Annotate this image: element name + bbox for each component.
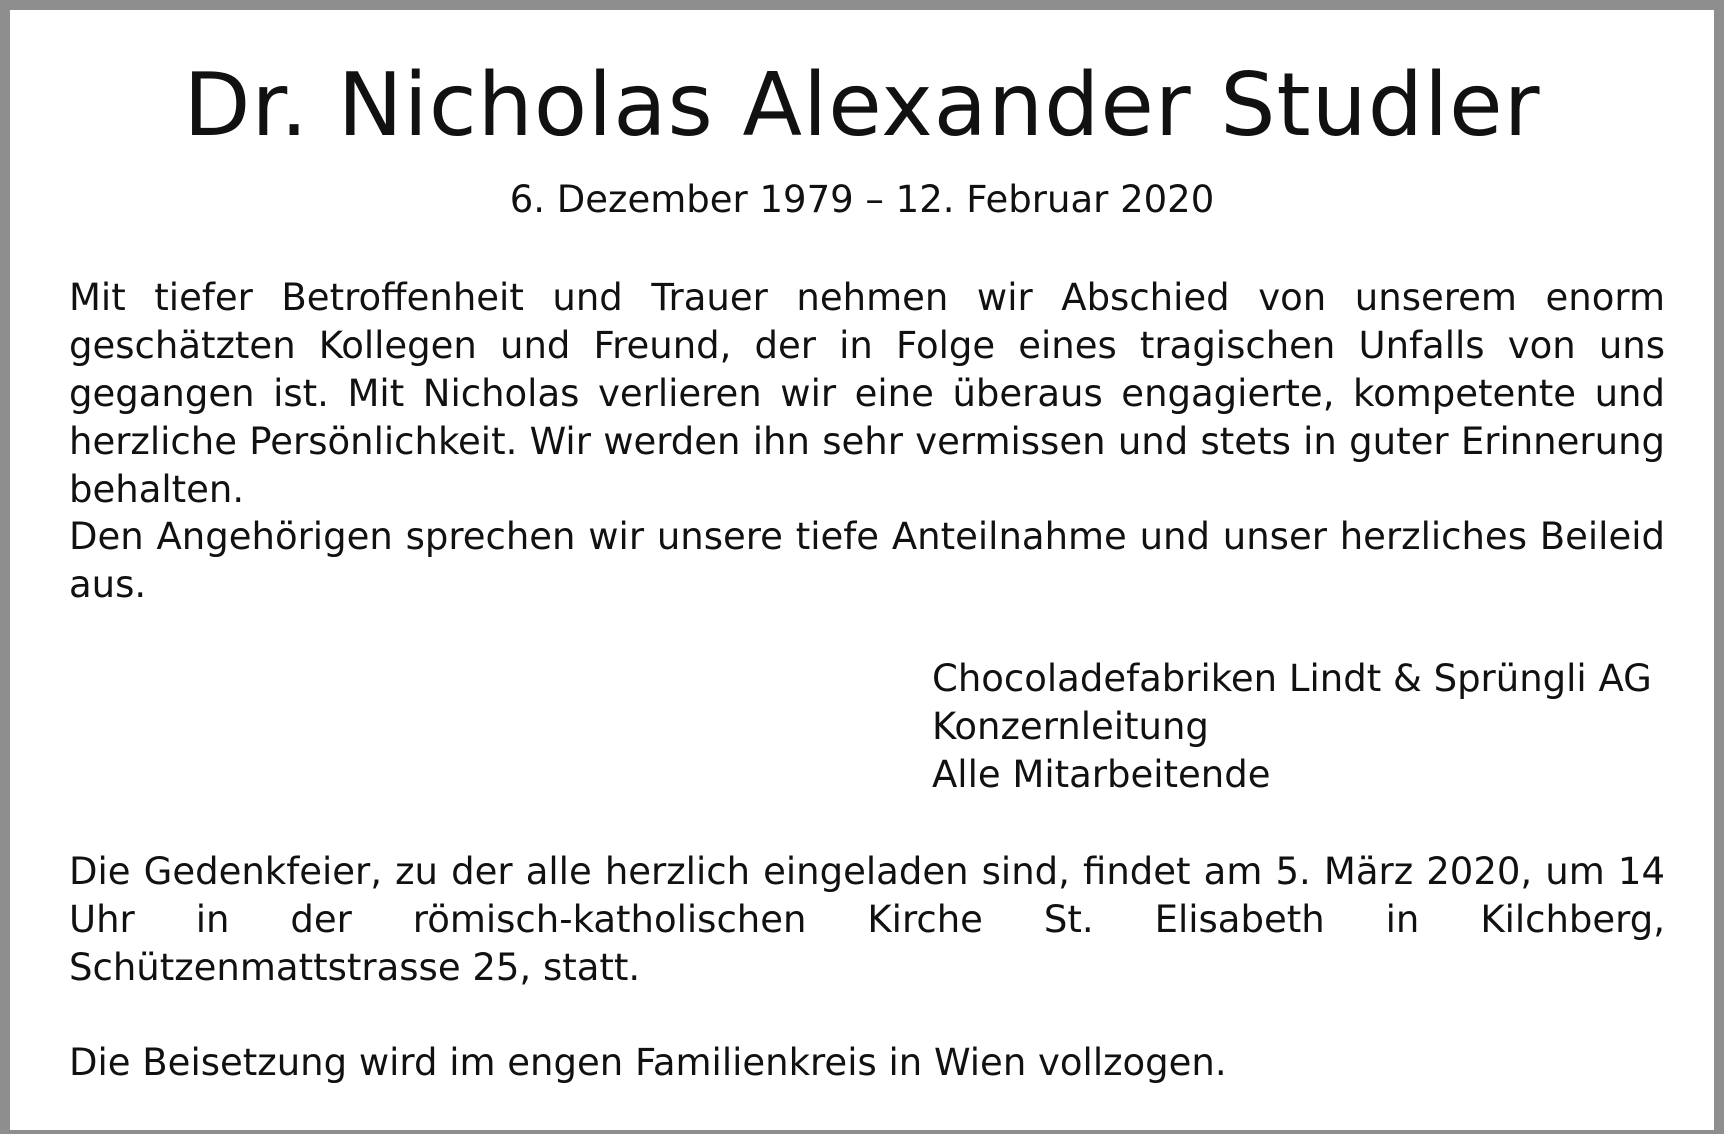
life-dates: 6. Dezember 1979 – 12. Februar 2020 xyxy=(509,178,1215,221)
sympathy-paragraph: Den Angehörigen sprechen wir unsere tiefe Anteilnahme und unser herzliches Beileid aus. xyxy=(69,515,1665,606)
signatories xyxy=(932,655,1652,799)
deceased-name: Dr. Nicholas Alexander Studler xyxy=(183,54,1541,156)
signatory-employees: Alle Mitarbeitende xyxy=(932,753,1271,796)
memorial-service-paragraph: Die Gedenkfeier, zu der alle herzlich eingeladen sind, findet am 5. März 2020, um 14 Uhr in der römisch-katholischen Kirche St. Elisabeth in Kilchberg, Schützenmattstrasse 25, statt. xyxy=(69,850,1665,989)
signatory-management: Konzernleitung xyxy=(932,705,1209,748)
condolence-paragraph: Mit tiefer Betroffenheit und Trauer nehmen wir Abschied von unserem enorm geschätzten Kollegen und Freund, der in Folge eines tragischen Unfalls von uns gegangen ist. Mit Nicholas verlieren wir eine überaus engagierte, kompetente und herzliche Persönlichkeit. Wir werden ihn sehr vermissen und stets in guter Erinnerung behalten. xyxy=(69,276,1665,511)
burial-paragraph: Die Beisetzung wird im engen Familienkreis in Wien vollzogen. xyxy=(69,1041,1227,1084)
signatory-company: Chocoladefabriken Lindt & Sprüngli AG xyxy=(932,657,1652,700)
